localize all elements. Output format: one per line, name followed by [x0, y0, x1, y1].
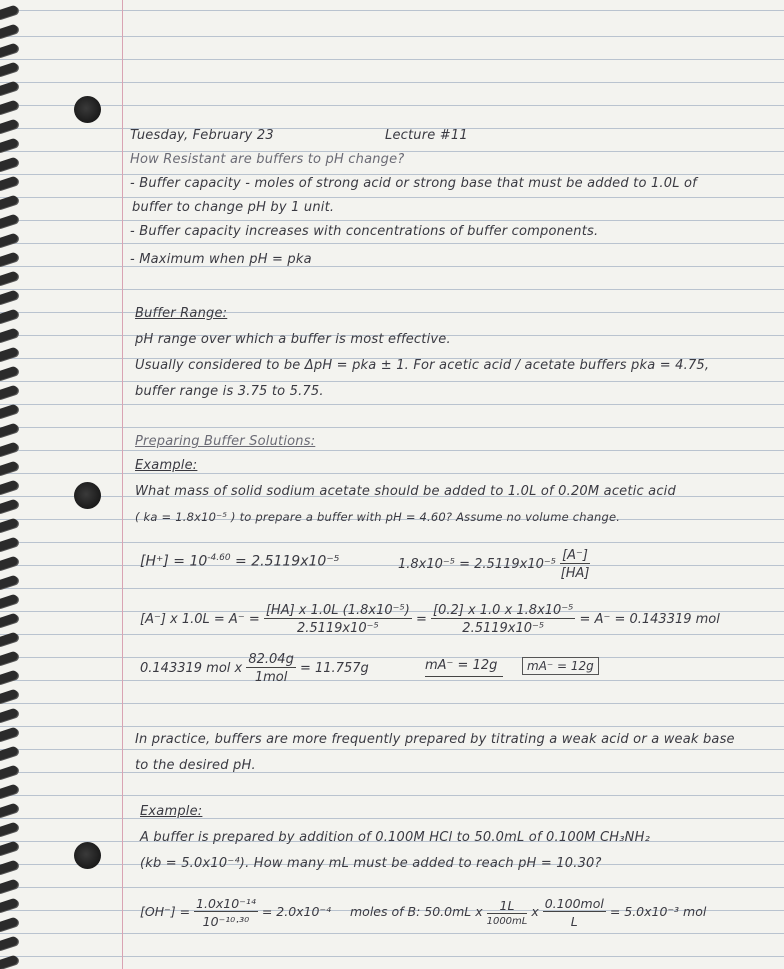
- spiral-coil: [0, 746, 19, 762]
- spiral-coil: [0, 43, 19, 59]
- spiral-coil: [0, 727, 19, 743]
- note-line: - Buffer capacity increases with concentrations of buffer components.: [130, 224, 599, 239]
- spiral-coil: [0, 214, 19, 230]
- eq-text: = 2.5119x10⁻⁵: [235, 553, 340, 570]
- eq-denominator: 2.5119x10⁻⁵: [296, 621, 379, 636]
- spiral-coil: [0, 176, 19, 192]
- eq-text: moles of B: 50.0mL x: [350, 904, 483, 919]
- eq-denominator: L: [570, 914, 578, 929]
- spiral-coil: [0, 784, 19, 800]
- spiral-coil: [0, 62, 19, 78]
- equation-moles-base: [350, 896, 706, 929]
- eq-fraction: [246, 652, 295, 685]
- spiral-coil: [0, 651, 19, 667]
- section-heading: Preparing Buffer Solutions:: [135, 434, 316, 449]
- spiral-coil: [0, 575, 19, 591]
- eq-result: = 11.757g: [299, 661, 369, 676]
- date-heading: Tuesday, February 23: [130, 128, 274, 143]
- punch-hole-bottom: [74, 842, 101, 869]
- spiral-coil: [0, 442, 19, 458]
- spiral-coil: [0, 879, 19, 895]
- eq-numerator: 1.0x10⁻¹⁴: [196, 896, 256, 911]
- spiral-coil: [0, 480, 19, 496]
- spiral-coil: [0, 537, 19, 553]
- eq-text: 0.143319 mol x: [140, 661, 243, 676]
- spiral-coil: [0, 385, 19, 401]
- eq-fraction: [431, 603, 575, 636]
- eq-fraction: [543, 896, 606, 929]
- note-line: buffer to change pH by 1 unit.: [132, 200, 335, 215]
- note-line: pH range over which a buffer is most effective.: [135, 332, 451, 347]
- spiral-coil: [0, 556, 19, 572]
- spiral-coil: [0, 708, 19, 724]
- eq-text: [H⁺] = 10: [140, 553, 208, 570]
- eq-result: = 2.0x10⁻⁴: [261, 904, 332, 919]
- eq-result: = 5.0x10⁻³ mol: [609, 904, 707, 919]
- spiral-coil: [0, 24, 19, 40]
- spiral-coil: [0, 271, 19, 287]
- section-heading: Buffer Range:: [135, 306, 228, 321]
- equation-acetate: [140, 603, 720, 636]
- spiral-coil: [0, 290, 19, 306]
- note-line: In practice, buffers are more frequently prepared by titrating a weak acid or a weak base: [135, 732, 735, 747]
- eq-denominator: 2.5119x10⁻⁵: [462, 621, 545, 636]
- spiral-coil: [0, 309, 19, 325]
- eq-numerator: [0.2] x 1.0 x 1.8x10⁻⁵: [433, 603, 574, 618]
- spiral-coil: [0, 328, 19, 344]
- note-line: - Maximum when pH = pka: [130, 252, 312, 267]
- eq-denominator: 1000mL: [486, 916, 528, 927]
- eq-text: 1.8x10⁻⁵ = 2.5119x10⁻⁵: [398, 557, 556, 572]
- answer-underline: [425, 676, 503, 677]
- punch-hole-top: [74, 96, 101, 123]
- spiral-coil: [0, 632, 19, 648]
- spiral-coil: [0, 195, 19, 211]
- note-line: Usually considered to be ΔpH = pka ± 1. For acetic acid / acetate buffers pka = 4.75,: [135, 358, 710, 373]
- eq-exponent: -4.60: [207, 553, 231, 563]
- example-heading: Example:: [135, 458, 198, 473]
- example-heading: Example:: [140, 804, 203, 819]
- note-line: (kb = 5.0x10⁻⁴). How many mL must be added to reach pH = 10.30?: [140, 856, 602, 871]
- lecture-number: Lecture #11: [385, 128, 468, 143]
- spiral-binding: [0, 0, 40, 969]
- boxed-answer: mA⁻ = 12g: [522, 657, 599, 675]
- spiral-coil: [0, 81, 19, 97]
- note-line: A buffer is prepared by addition of 0.100M HCl to 50.0mL of 0.100M CH₃NH₂: [140, 830, 650, 845]
- eq-fraction: [194, 896, 258, 929]
- eq-text: =: [415, 612, 427, 627]
- eq-denominator: [HA]: [560, 566, 590, 581]
- eq-numerator: 1L: [487, 898, 528, 914]
- spiral-coil: [0, 499, 19, 515]
- spiral-coil: [0, 461, 19, 477]
- note-line: buffer range is 3.75 to 5.75.: [135, 384, 324, 399]
- spiral-coil: [0, 119, 19, 135]
- eq-fraction: [560, 548, 590, 581]
- mass-answer: mA⁻ = 12g: [425, 658, 498, 673]
- spiral-coil: [0, 100, 19, 116]
- eq-text: [A⁻] x 1.0L = A⁻ =: [140, 612, 260, 627]
- spiral-coil: [0, 803, 19, 819]
- eq-fraction: [487, 898, 528, 927]
- spiral-coil: [0, 5, 19, 21]
- eq-fraction: [264, 603, 412, 636]
- eq-numerator: 82.04g: [248, 652, 294, 667]
- eq-denominator: 1mol: [254, 670, 288, 685]
- eq-text: [OH⁻] =: [140, 904, 191, 919]
- eq-text: x: [531, 904, 539, 919]
- spiral-coil: [0, 822, 19, 838]
- equation-ka: [398, 548, 590, 581]
- spiral-coil: [0, 594, 19, 610]
- eq-denominator: 10⁻¹⁰·³⁰: [202, 914, 250, 929]
- spiral-coil: [0, 841, 19, 857]
- spiral-coil: [0, 366, 19, 382]
- spiral-coil: [0, 917, 19, 933]
- spiral-coil: [0, 252, 19, 268]
- punch-hole-middle: [74, 482, 101, 509]
- margin-line: [122, 0, 123, 969]
- spiral-coil: [0, 898, 19, 914]
- eq-numerator: 0.100mol: [544, 896, 604, 911]
- spiral-coil: [0, 670, 19, 686]
- note-line: to the desired pH.: [135, 758, 256, 773]
- spiral-coil: [0, 860, 19, 876]
- equation-hplus: [140, 553, 339, 570]
- spiral-coil: [0, 347, 19, 363]
- note-line: ( ka = 1.8x10⁻⁵ ) to prepare a buffer with pH = 4.60? Assume no volume change.: [135, 510, 621, 524]
- equation-mass: [140, 652, 369, 685]
- spiral-coil: [0, 423, 19, 439]
- spiral-coil: [0, 157, 19, 173]
- note-line: How Resistant are buffers to pH change?: [130, 152, 405, 167]
- spiral-coil: [0, 233, 19, 249]
- spiral-coil: [0, 518, 19, 534]
- spiral-coil: [0, 689, 19, 705]
- spiral-coil: [0, 765, 19, 781]
- eq-numerator: [A⁻]: [562, 548, 588, 563]
- spiral-coil: [0, 936, 19, 952]
- spiral-coil: [0, 138, 19, 154]
- eq-numerator: [HA] x 1.0L (1.8x10⁻⁵): [265, 603, 410, 618]
- spiral-coil: [0, 613, 19, 629]
- equation-hydroxide: [140, 896, 331, 929]
- eq-result: = A⁻ = 0.143319 mol: [579, 612, 720, 627]
- note-line: What mass of solid sodium acetate should be added to 1.0L of 0.20M acetic acid: [135, 484, 676, 499]
- spiral-coil: [0, 404, 19, 420]
- spiral-coil: [0, 955, 19, 969]
- note-line: - Buffer capacity - moles of strong acid or strong base that must be added to 1.0L of: [130, 176, 697, 191]
